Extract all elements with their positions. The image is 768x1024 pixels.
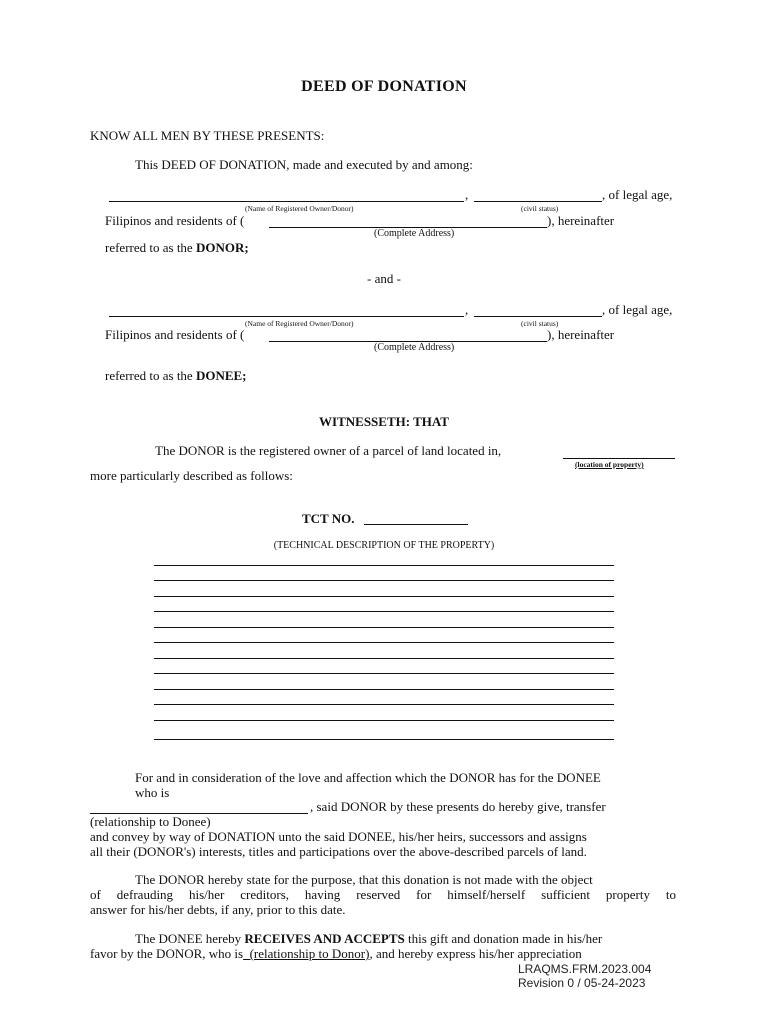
donor-reference xyxy=(105,240,249,256)
tct-label: TCT NO. xyxy=(302,511,355,526)
accept-bold: RECEIVES AND ACCEPTS xyxy=(244,931,405,946)
donee-legal-age: , of legal age, xyxy=(602,302,673,317)
consideration-line-2: who is xyxy=(135,785,170,800)
relationship-to-donee-label: (relationship to Donee) xyxy=(90,814,211,829)
consideration-line-5: all their (DONOR's) interests, titles and participations over the above-described parcels of land. xyxy=(90,844,587,859)
location-label: (location of property) xyxy=(575,460,644,469)
donee-reference xyxy=(105,368,247,384)
acceptance-line-1 xyxy=(135,931,602,947)
comma: , xyxy=(465,187,469,202)
tech-line[interactable] xyxy=(154,580,614,581)
tct-number-blank[interactable] xyxy=(364,524,468,525)
donee-hereinafter: ), hereinafter xyxy=(547,327,615,342)
donee-ref-prefix: referred to as the xyxy=(105,368,196,383)
opening-sentence: This DEED OF DONATION, made and executed by and among: xyxy=(135,157,473,172)
purpose-line-3: answer for his/her debts, if any, prior to this date. xyxy=(90,902,346,917)
revision-info: Revision 0 / 05-24-2023 xyxy=(518,976,646,990)
accept-post: this gift and donation made in his/her xyxy=(404,931,603,946)
tech-line[interactable] xyxy=(154,673,614,674)
donee-name-label: (Name of Registered Owner/Donor) xyxy=(245,319,354,328)
tech-line[interactable] xyxy=(154,720,614,721)
donee-civil-status-blank[interactable] xyxy=(474,316,602,317)
consideration-line-1: For and in consideration of the love and affection which the DONOR has for the DONEE xyxy=(135,770,601,785)
donor-address-label: (Complete Address) xyxy=(374,228,455,239)
donee-role: DONEE; xyxy=(195,368,247,383)
donor-ref-prefix: referred to as the xyxy=(105,240,196,255)
tech-line[interactable] xyxy=(154,627,614,628)
donor-civil-status-blank[interactable] xyxy=(474,201,602,202)
accept-pre: The DONEE hereby xyxy=(135,931,245,946)
accept-line2-post: , and hereby express his/her appreciation xyxy=(369,946,582,961)
donor-hereinafter: ), hereinafter xyxy=(547,213,615,228)
donor-name-blank[interactable] xyxy=(109,201,464,202)
tech-line[interactable] xyxy=(154,642,614,643)
acceptance-line-2 xyxy=(90,946,582,962)
property-location-blank[interactable] xyxy=(563,458,675,459)
described-text: more particularly described as follows: xyxy=(90,468,293,483)
donor-name-label: (Name of Registered Owner/Donor) xyxy=(245,204,354,213)
donor-civil-label: (civil status) xyxy=(521,204,559,213)
donee-civil-label: (civil status) xyxy=(521,319,559,328)
donor-role: DONOR; xyxy=(195,240,249,255)
consideration-line-3: , said DONOR by these presents do hereby give, transfer xyxy=(310,799,606,814)
tech-line[interactable] xyxy=(154,565,614,566)
tech-line[interactable] xyxy=(154,704,614,705)
consideration-line-4: and convey by way of DONATION unto the said DONEE, his/her heirs, successors and assigns xyxy=(90,829,587,844)
tech-line[interactable] xyxy=(154,611,614,612)
comma: , xyxy=(465,302,469,317)
form-number: LRAQMS.FRM.2023.004 xyxy=(518,962,652,976)
witnesseth-heading: WITNESSETH: THAT xyxy=(319,414,449,429)
donee-filipinos-text: Filipinos and residents of ( xyxy=(105,327,245,342)
accept-line2-pre: favor by the DONOR, who is xyxy=(90,946,244,961)
owner-statement: The DONOR is the registered owner of a parcel of land located in, xyxy=(155,443,502,458)
donor-legal-age: , of legal age, xyxy=(602,187,673,202)
tech-line[interactable] xyxy=(154,596,614,597)
tech-line[interactable] xyxy=(154,658,614,659)
and-separator: - and - xyxy=(367,271,401,286)
relationship-to-donor[interactable]: (relationship to Donor) xyxy=(243,946,370,961)
intro-heading: KNOW ALL MEN BY THESE PRESENTS: xyxy=(90,128,325,143)
tech-line[interactable] xyxy=(154,689,614,690)
tech-line[interactable] xyxy=(154,739,614,740)
donee-name-blank[interactable] xyxy=(109,316,464,317)
technical-description-label: (TECHNICAL DESCRIPTION OF THE PROPERTY) xyxy=(273,540,495,551)
donee-address-label: (Complete Address) xyxy=(374,342,455,353)
purpose-line-2: of defrauding his/her creditors, having reserved for himself/herself sufficient property to xyxy=(90,887,676,902)
purpose-line-1: The DONOR hereby state for the purpose, that this donation is not made with the object xyxy=(135,872,593,887)
document-title: DEED OF DONATION xyxy=(301,78,467,95)
donor-filipinos-text: Filipinos and residents of ( xyxy=(105,213,245,228)
